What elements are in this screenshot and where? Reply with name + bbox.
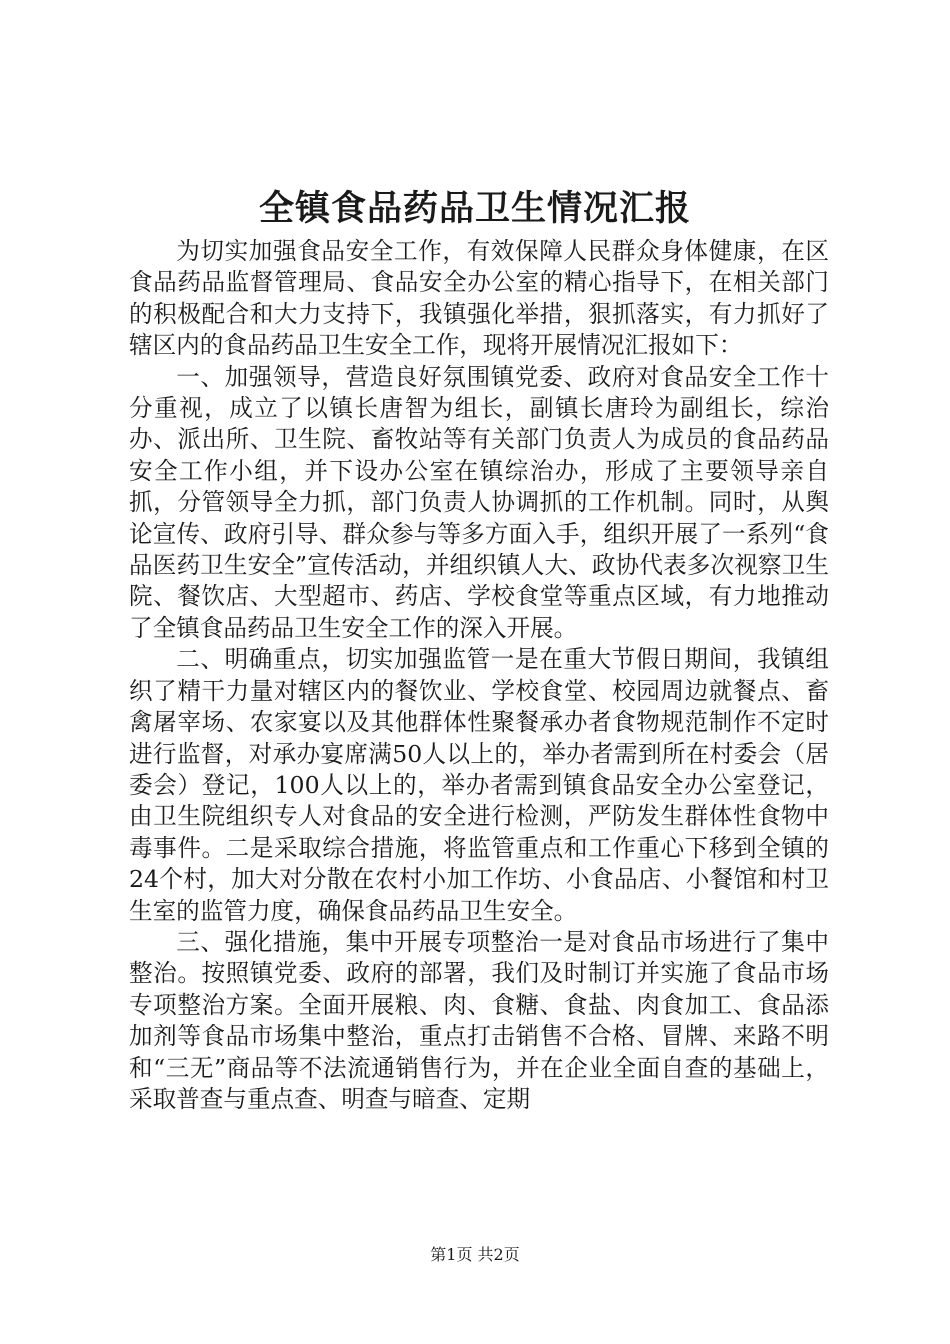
paragraph-section-1: 一、加强领导，营造良好氛围镇党委、政府对食品安全工作十分重视，成立了以镇长唐智为组长，副镇长唐玲为副组长，综治办、派出所、卫生院、畜牧站等有关部门负责人为成员的食品药品安全工作小组，并下设办公室在镇综治办，形成了主要领导亲自抓，分管领导全力抓，部门负责人协调抓的工作机制。同时，从舆论宣传、政府引导、群众参与等多方面入手，组织开展了一系列“食品医药卫生安全”宣传活动，并组织镇人大、政协代表多次视察卫生院、餐饮店、大型超市、药店、学校食堂等重点区域，有力地推动了全镇食品药品卫生安全工作的深入开展。 — [129, 362, 829, 642]
document-title: 全镇食品药品卫生情况汇报 — [258, 188, 691, 229]
page-number: 第1页 — [430, 1245, 473, 1264]
paragraph-section-2: 二、明确重点，切实加强监管一是在重大节假日期间，我镇组织了精干力量对辖区内的餐饮业、学校食堂、校园周边就餐点、畜禽屠宰场、农家宴以及其他群体性聚餐承办者食物规范制作不定时进行监督，对承办宴席满50人以上的，举办者需到所在村委会（居委会）登记，100人以上的，举办者需到镇食品安全办公室登记，由卫生院组织专人对食品的安全进行检测，严防发生群体性食物中毒事件。二是采取综合措施，将监管重点和工作重心下移到全镇的24个村，加大对分散在农村小加工作坊、小食品店、小餐馆和村卫生室的监管力度，确保食品药品卫生安全。 — [129, 645, 829, 925]
document-body — [129, 236, 829, 1115]
page-total: 共2页 — [477, 1245, 520, 1264]
page-footer — [0, 1243, 950, 1267]
paragraph-intro: 为切实加强食品安全工作，有效保障人民群众身体健康，在区食品药品监督管理局、食品安全办公室的精心指导下，在相关部门的积极配合和大力支持下，我镇强化举措，狠抓落实，有力抓好了辖区内的食品药品卫生安全工作，现将开展情况汇报如下： — [129, 237, 829, 360]
paragraph-section-3: 三、强化措施，集中开展专项整治一是对食品市场进行了集中整治。按照镇党委、政府的部署，我们及时制订并实施了食品市场专项整治方案。全面开展粮、肉、食糖、食盐、肉食加工、食品添加剂等食品市场集中整治，重点打击销售不合格、冒牌、来路不明和“三无”商品等不法流通销售行为，并在企业全面自查的基础上，采取普查与重点查、明查与暗查、定期 — [129, 927, 829, 1113]
